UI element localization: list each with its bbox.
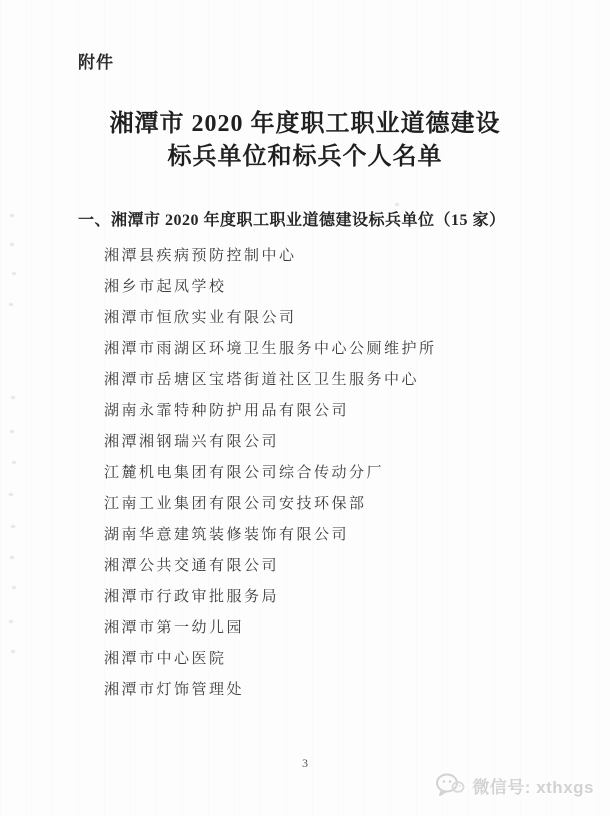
scan-artifact — [10, 556, 14, 559]
list-item: 湘潭市中心医院 — [104, 651, 227, 667]
list-item: 湘潭县疾病预防控制中心 — [104, 248, 297, 264]
scan-artifact — [9, 303, 13, 306]
list-item: 湘潭湘钢瑞兴有限公司 — [104, 434, 280, 450]
scan-artifact — [11, 396, 15, 399]
scan-artifact — [12, 586, 16, 589]
scan-artifact — [10, 214, 14, 217]
list-item: 湖南永霏特种防护用品有限公司 — [104, 403, 350, 419]
section-heading: 一、湘潭市 2020 年度职工职业道德建设标兵单位（15 家） — [78, 212, 506, 229]
wechat-icon — [435, 772, 465, 798]
list-item: 湘潭公共交通有限公司 — [104, 558, 280, 574]
scan-artifact — [12, 272, 16, 275]
list-item: 湘潭市恒欣实业有限公司 — [104, 310, 297, 326]
list-item: 江麓机电集团有限公司综合传动分厂 — [104, 465, 385, 481]
list-item: 湘潭市第一幼儿园 — [104, 620, 245, 636]
list-item: 湖南华意建筑装修装饰有限公司 — [104, 527, 350, 543]
document-title-line2: 标兵单位和标兵个人名单 — [167, 144, 443, 170]
list-item: 湘乡市起凤学校 — [104, 279, 227, 295]
scan-artifact — [12, 461, 16, 464]
unit-list — [104, 239, 610, 704]
scan-artifact — [9, 493, 13, 496]
list-item: 湘潭市行政审批服务局 — [104, 589, 280, 605]
list-item: 湘潭市岳塘区宝塔街道社区卫生服务中心 — [104, 372, 420, 388]
list-item: 江南工业集团有限公司安技环保部 — [104, 496, 367, 512]
scan-artifact — [11, 650, 15, 653]
scan-artifact — [11, 525, 15, 528]
page-number: 3 — [302, 756, 308, 770]
scan-artifact — [10, 243, 14, 246]
list-item: 湘潭市雨湖区环境卫生服务中心公厕维护所 — [104, 341, 437, 357]
scan-artifact — [10, 430, 14, 433]
document-title-line1: 湘潭市 2020 年度职工职业道德建设 — [109, 111, 501, 137]
scan-artifact — [395, 203, 399, 206]
watermark-label: 微信号: xthxgs — [472, 777, 594, 797]
list-item: 湘潭市灯饰管理处 — [104, 682, 245, 698]
attachment-label: 附件 — [78, 53, 114, 72]
document-title — [0, 108, 610, 174]
watermark — [435, 772, 594, 798]
scan-artifact — [9, 620, 13, 623]
